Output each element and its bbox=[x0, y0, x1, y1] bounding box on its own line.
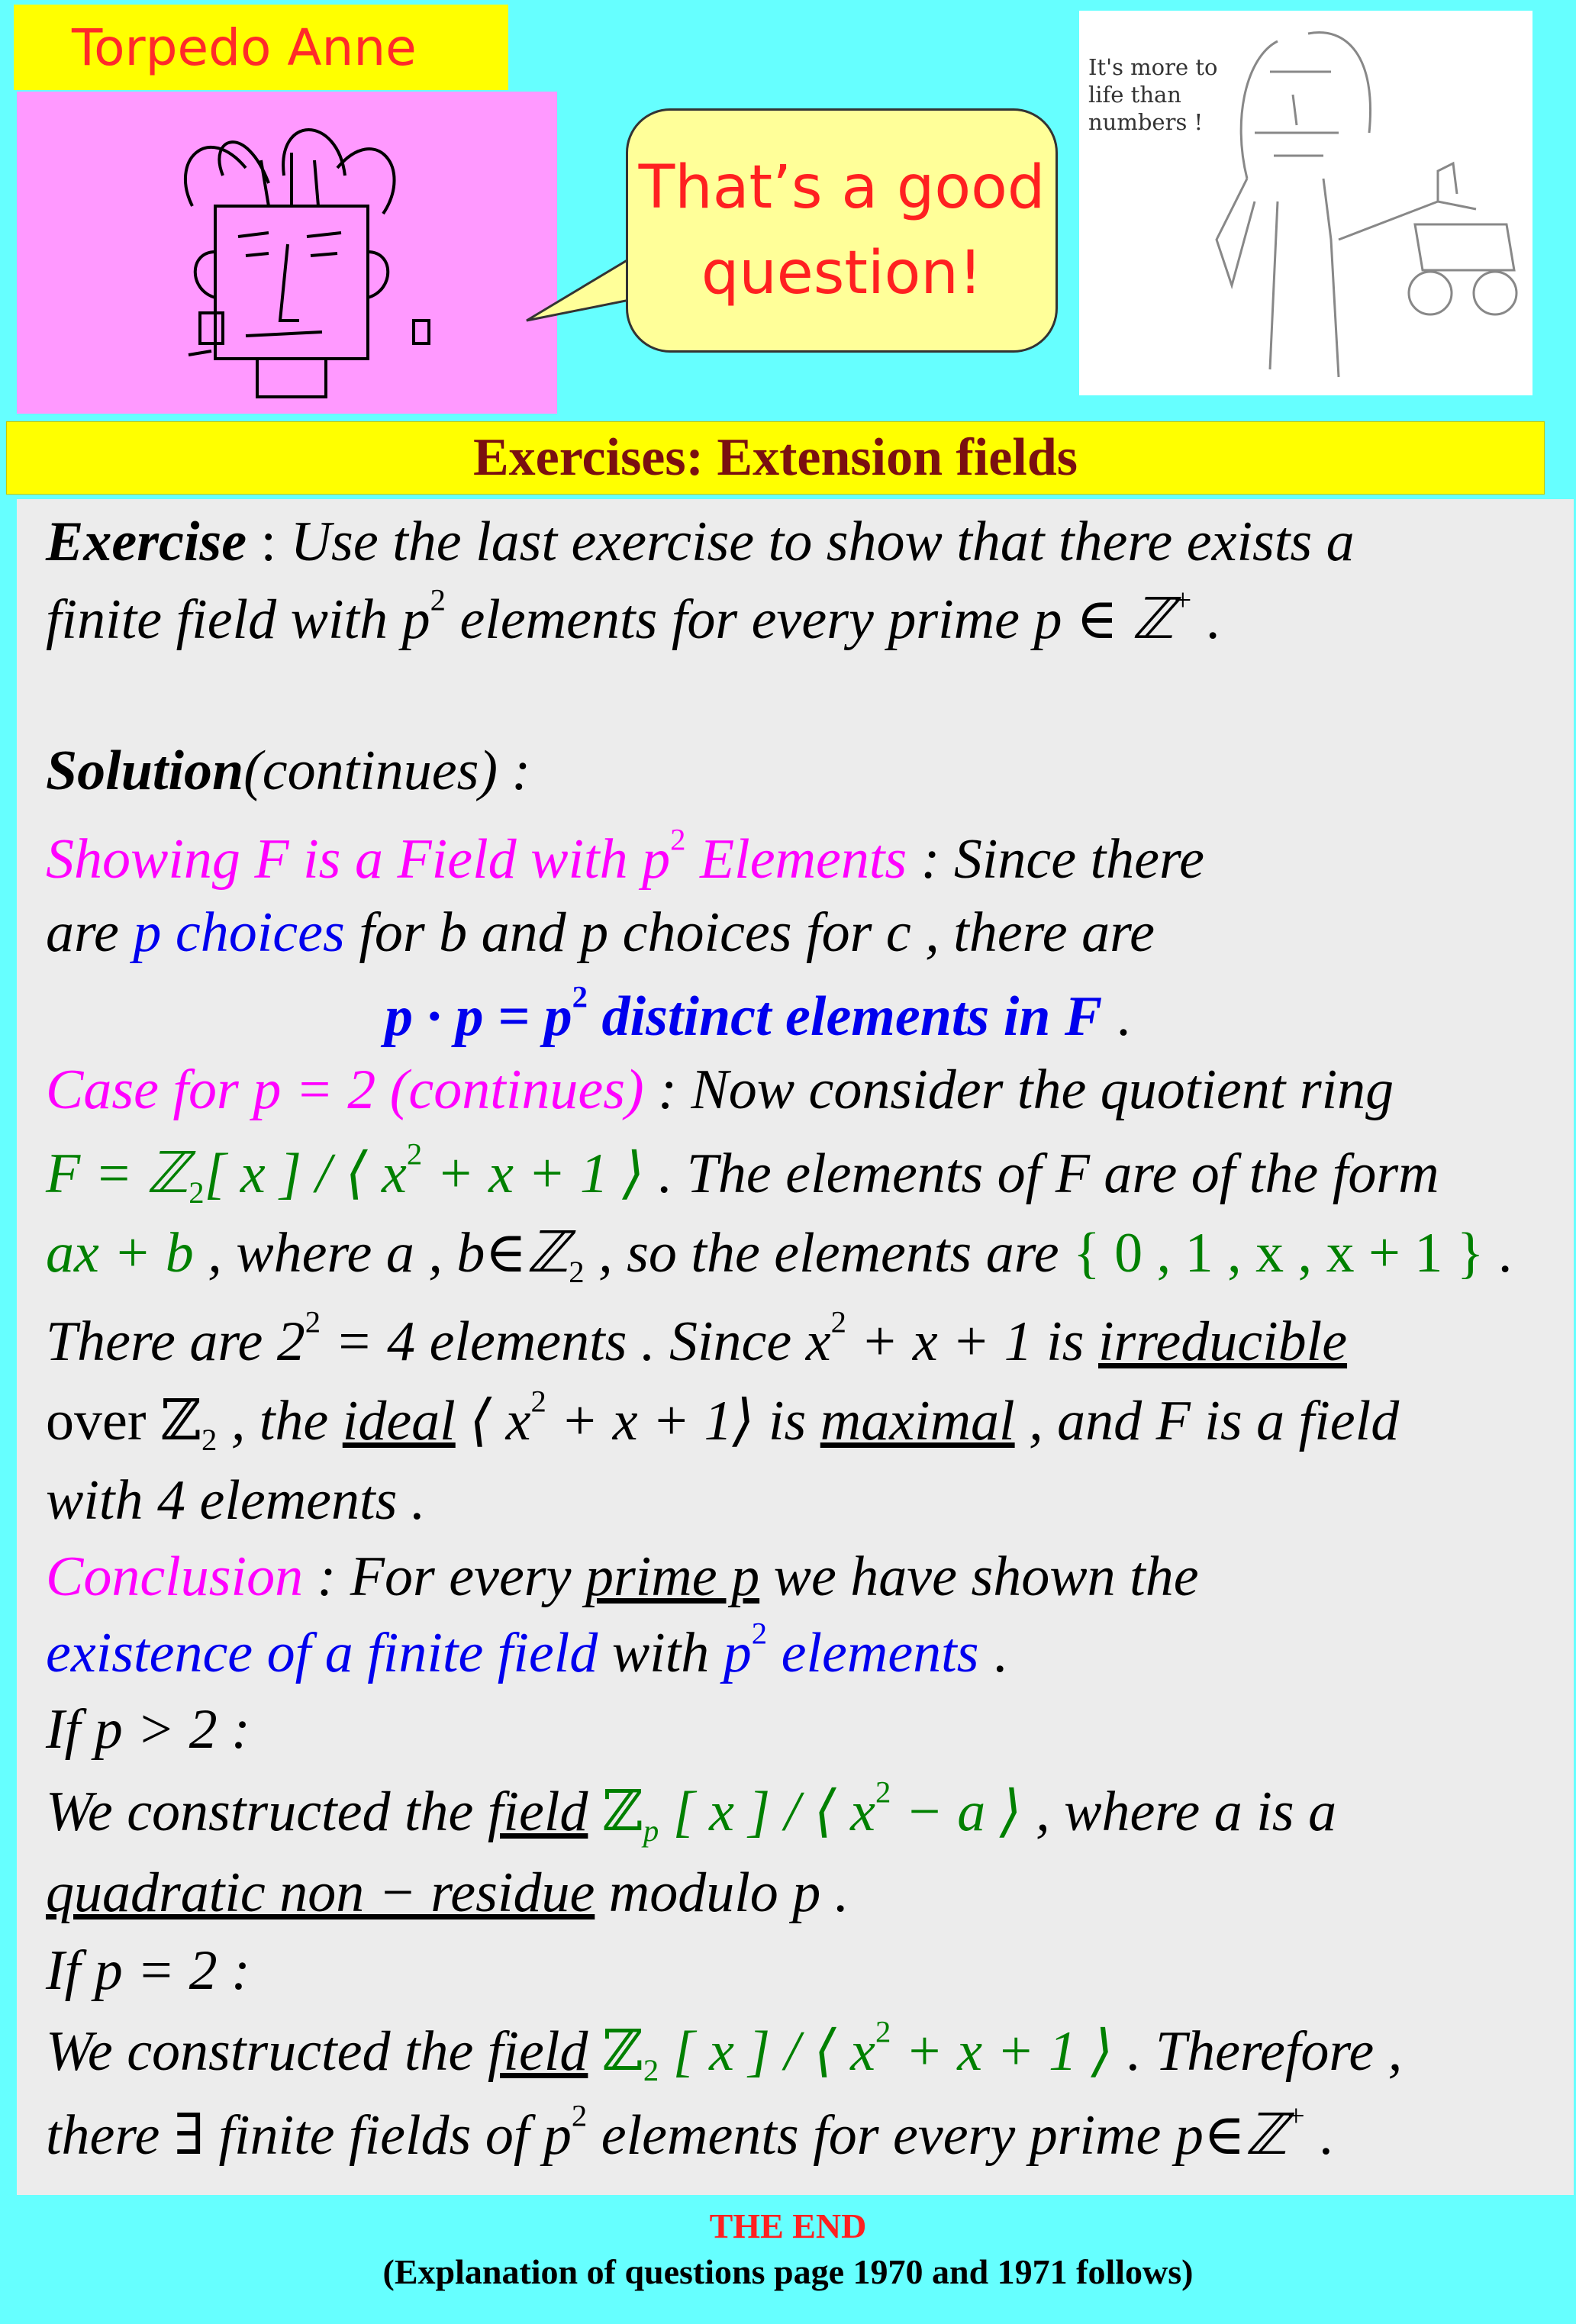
quotient-line bbox=[46, 1136, 1439, 1212]
case-heading: Case for p = 2 (continues) bbox=[46, 1059, 644, 1121]
page-title: Exercises: Extension fields bbox=[472, 428, 1078, 487]
showing-heading: Showing F is a Field with p bbox=[46, 828, 671, 891]
period: . bbox=[1304, 2104, 1333, 2167]
choices-start: are bbox=[46, 901, 134, 964]
conclusion-line bbox=[46, 1539, 1199, 1615]
ring-a: [ x ] / ⟨ x bbox=[659, 1781, 875, 1843]
element-set: { 0 , 1 , x , x + 1 } bbox=[1073, 1222, 1484, 1284]
footer-note: (Explanation of questions page 1970 and 1971 follows) bbox=[382, 2252, 1194, 2291]
caption-line-2: life than bbox=[1088, 82, 1181, 108]
subscript: 2 bbox=[569, 1255, 585, 1290]
is: + x + 1⟩ is bbox=[546, 1390, 820, 1452]
exercise-text-2a: finite field with p bbox=[46, 588, 430, 651]
z-symbol: ℤ bbox=[588, 1781, 643, 1843]
subscript: 2 bbox=[189, 1175, 205, 1210]
superscript: 2 bbox=[305, 1304, 321, 1339]
caption-line-1: It's more to bbox=[1088, 54, 1218, 80]
where-clause: , where a , b∈ℤ bbox=[193, 1222, 569, 1284]
the-end: THE END bbox=[709, 2206, 867, 2245]
plus-x-plus-1: + x + 1 is bbox=[846, 1310, 1098, 1373]
if-p-gt-2 bbox=[46, 1691, 250, 1768]
we-constructed: We constructed the bbox=[46, 1781, 488, 1843]
superscript: 2 bbox=[430, 582, 446, 617]
solution-label: Solution bbox=[46, 740, 244, 802]
quotient-ring-a: F = ℤ bbox=[46, 1143, 189, 1205]
content-panel bbox=[17, 499, 1574, 2195]
irreducible-term: irreducible bbox=[1097, 1310, 1348, 1373]
over-line bbox=[46, 1383, 1399, 1459]
distinct-elements: distinct elements in F bbox=[588, 985, 1103, 1048]
period: . bbox=[1484, 1222, 1513, 1284]
field-term: field bbox=[487, 1781, 588, 1843]
prime-p-term: prime p bbox=[585, 1546, 760, 1608]
we-constructed: We constructed the bbox=[46, 2020, 488, 2083]
sketch-caption bbox=[1088, 53, 1256, 136]
there-are: There are 2 bbox=[46, 1310, 305, 1373]
speech-line-2: question! bbox=[701, 239, 983, 308]
with: with bbox=[598, 1622, 724, 1684]
superscript: 2 bbox=[571, 2098, 588, 2133]
ax-plus-b: ax + b bbox=[46, 1222, 194, 1284]
period: . bbox=[1102, 985, 1131, 1048]
with-four-line bbox=[46, 1462, 425, 1539]
caption-line-3: numbers ! bbox=[1088, 109, 1204, 135]
showing-heading-2: Elements bbox=[685, 828, 907, 891]
maximal-term: maximal bbox=[820, 1390, 1015, 1452]
existence-line bbox=[46, 1615, 1007, 1691]
conclusion-heading: Conclusion bbox=[46, 1546, 304, 1608]
subscript: 2 bbox=[201, 1423, 218, 1458]
since-x: = 4 elements . Since x bbox=[321, 1310, 831, 1373]
case-rest: : Now consider the quotient ring bbox=[643, 1059, 1394, 1121]
exercise-line-1 bbox=[46, 504, 1355, 580]
the: , the bbox=[217, 1390, 343, 1452]
if-p-eq-2 bbox=[46, 1932, 250, 2009]
exercise-text-2b: elements for every prime p ∈ ℤ bbox=[445, 588, 1175, 651]
shown-the: we have shown the bbox=[759, 1546, 1199, 1608]
solution-continues: (continues) : bbox=[243, 740, 531, 802]
pp-formula: p · p = p bbox=[385, 985, 572, 1048]
existence-highlight: existence of a finite field bbox=[46, 1622, 598, 1684]
superscript: 2 bbox=[830, 1304, 846, 1339]
elements-line bbox=[46, 1215, 1512, 1291]
elements-are: , so the elements are bbox=[584, 1222, 1074, 1284]
where-a: , where a is a bbox=[1021, 1781, 1337, 1843]
case-line bbox=[46, 1052, 1394, 1128]
therefore: . Therefore , bbox=[1113, 2020, 1403, 2083]
showing-rest: : Since there bbox=[907, 828, 1204, 891]
speech-bubble bbox=[626, 108, 1058, 353]
field-clause: , and F is a field bbox=[1014, 1390, 1400, 1452]
superscript: 2 bbox=[875, 1774, 891, 1810]
period: . bbox=[978, 1622, 1007, 1684]
constructed-line-2 bbox=[46, 2013, 1402, 2090]
character-name: Torpedo Anne bbox=[72, 18, 417, 77]
for-every: : For every bbox=[303, 1546, 585, 1608]
superscript: 2 bbox=[751, 1616, 768, 1651]
quadratic-non-residue: quadratic non − residue bbox=[46, 1861, 595, 1924]
speech-bubble-tail bbox=[519, 237, 641, 328]
elements-word: elements bbox=[767, 1622, 979, 1684]
choices-line bbox=[46, 894, 1155, 971]
field-term: field bbox=[487, 2020, 588, 2083]
final-line bbox=[46, 2097, 1333, 2174]
ring-a: [ x ] / ⟨ x bbox=[659, 2020, 875, 2083]
modulo-p: modulo p . bbox=[595, 1861, 849, 1924]
plus-x-plus-1: + x + 1 ⟩ bbox=[891, 2020, 1114, 2083]
ideal-term: ideal bbox=[342, 1390, 456, 1452]
p-choices-highlight: p choices bbox=[133, 901, 345, 964]
superscript: 2 bbox=[875, 2014, 891, 2049]
subscript-p: p bbox=[643, 1813, 659, 1849]
over-z: over ℤ bbox=[46, 1390, 202, 1452]
period: . bbox=[1191, 588, 1220, 651]
for-every-prime: elements for every prime p∈ℤ bbox=[587, 2104, 1288, 2167]
ideal-bracket: ⟨ x bbox=[455, 1390, 531, 1452]
four-elements-line bbox=[46, 1304, 1347, 1380]
minus-a: − a ⟩ bbox=[891, 1781, 1022, 1843]
exercise-text-1: Use the last exercise to show that there exists a bbox=[290, 511, 1355, 573]
quotient-ring-b: [ x ] / ⟨ x bbox=[204, 1143, 407, 1205]
with-4-elements: with 4 elements . bbox=[46, 1469, 426, 1532]
p: p bbox=[723, 1622, 752, 1684]
title-bar bbox=[6, 421, 1545, 495]
constructed-line-1 bbox=[46, 1774, 1336, 1850]
z-symbol: ℤ bbox=[588, 2020, 643, 2083]
subscript: 2 bbox=[643, 2053, 659, 2088]
portrait-panel bbox=[17, 92, 557, 414]
if-equal: If p = 2 : bbox=[46, 1939, 250, 2002]
showing-line bbox=[46, 821, 1204, 898]
speech-line-1: That’s a good bbox=[638, 153, 1046, 222]
superscript: 2 bbox=[670, 822, 686, 857]
colon: : bbox=[247, 511, 291, 573]
quotient-ring-c: + x + 1 ⟩ bbox=[422, 1143, 645, 1205]
solution-heading bbox=[46, 733, 530, 809]
exercise-line-2 bbox=[46, 582, 1220, 658]
if-greater: If p > 2 : bbox=[46, 1698, 250, 1761]
superscript-plus: + bbox=[1174, 582, 1192, 617]
choices-rest: for b and p choices for c , there are bbox=[344, 901, 1155, 964]
superscript: 2 bbox=[406, 1136, 423, 1172]
quotient-rest: . The elements of F are of the form bbox=[644, 1143, 1439, 1205]
torpedo-anne-portrait bbox=[17, 92, 557, 414]
superscript-plus: + bbox=[1287, 2098, 1305, 2133]
exercise-label: Exercise bbox=[46, 511, 247, 573]
name-banner bbox=[14, 5, 508, 90]
qnr-line bbox=[46, 1855, 849, 1931]
superscript: 2 bbox=[530, 1384, 546, 1419]
superscript: 2 bbox=[572, 979, 588, 1014]
pp-formula-line bbox=[385, 978, 1130, 1055]
there-exists: there ∃ finite fields of p bbox=[46, 2104, 572, 2167]
